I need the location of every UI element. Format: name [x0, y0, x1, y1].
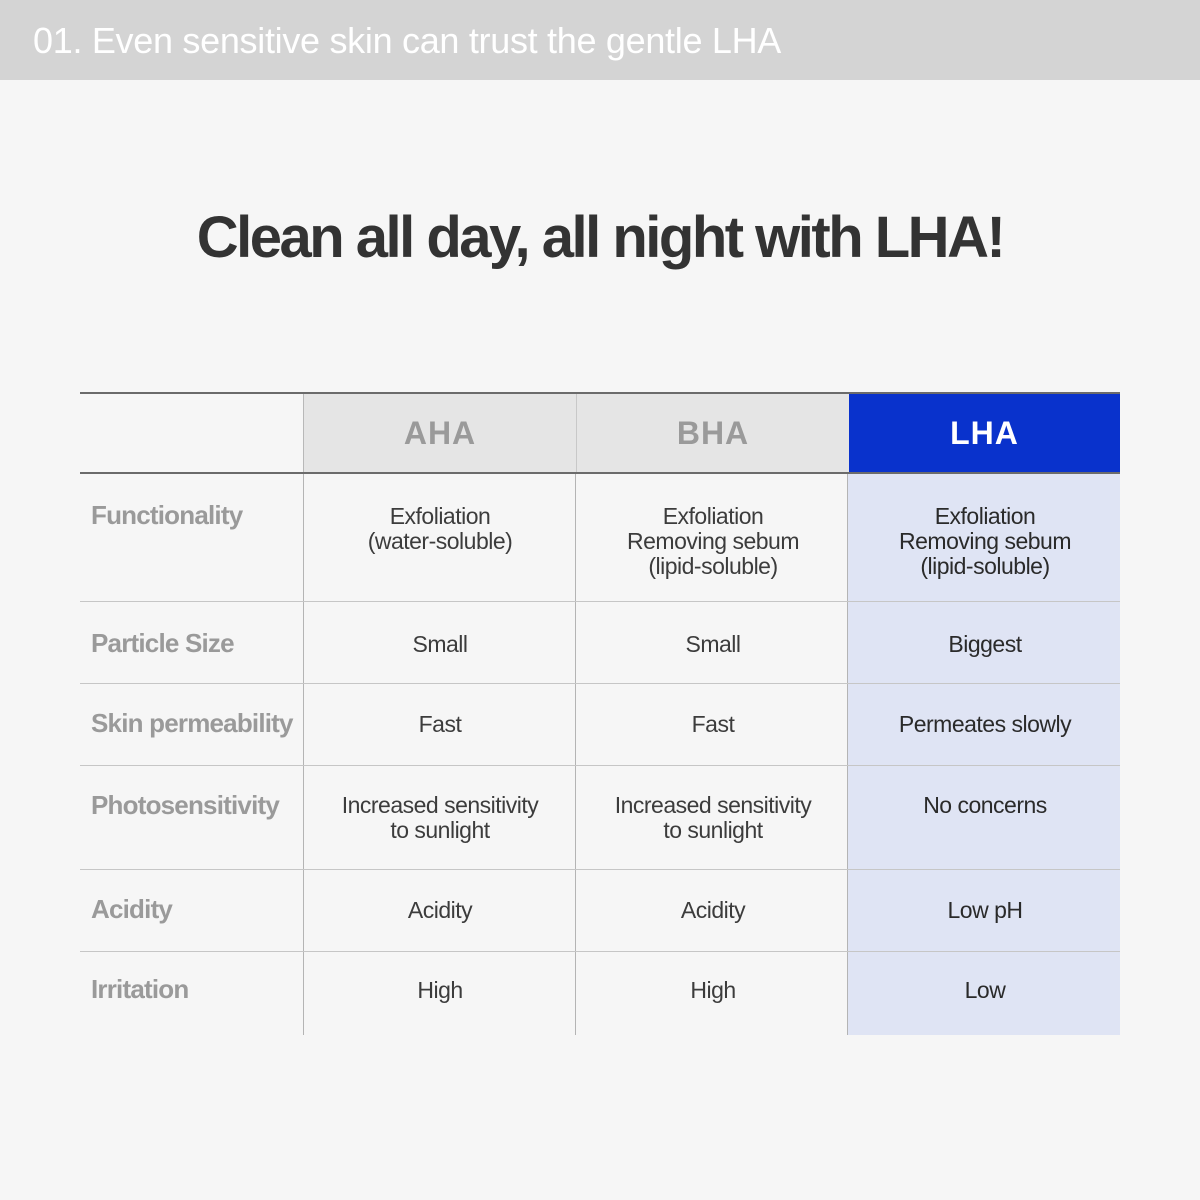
- cell-bha: Small: [685, 631, 741, 657]
- row-label: Irritation: [91, 974, 189, 1004]
- cell-aha: Small: [412, 631, 468, 657]
- cell-aha: Fast: [418, 711, 462, 737]
- cell-lha: Permeates slowly: [898, 711, 1072, 737]
- cell-aha: Increased sensitivity to sunlight: [341, 792, 539, 843]
- header-lha: LHA: [849, 394, 1120, 472]
- table-row-irritation: [80, 952, 1120, 1035]
- cell-aha: Acidity: [407, 897, 473, 923]
- table-row-particle-size: [80, 602, 1120, 684]
- cell-bha: Fast: [691, 711, 735, 737]
- cell-lha: Low pH: [947, 897, 1023, 923]
- header-empty-cell: [80, 394, 303, 472]
- table-header-row: [80, 394, 1120, 474]
- table-row-acidity: [80, 870, 1120, 952]
- cell-lha: No concerns: [923, 792, 1047, 818]
- cell-lha: Exfoliation Removing sebum (lipid-soluble): [899, 503, 1071, 579]
- header-bha: BHA: [576, 394, 849, 472]
- comparison-table: [80, 392, 1120, 1035]
- cell-bha: Exfoliation Removing sebum (lipid-soluble): [627, 503, 799, 579]
- row-label: Photosensitivity: [91, 790, 280, 820]
- cell-bha: High: [690, 977, 736, 1003]
- row-label: Skin permeability: [91, 708, 293, 738]
- row-label: Acidity: [91, 894, 173, 924]
- cell-bha: Increased sensitivity to sunlight: [614, 792, 812, 843]
- table-row-skin-permeability: [80, 684, 1120, 766]
- cell-lha: Biggest: [948, 631, 1022, 657]
- top-banner: [0, 0, 1200, 80]
- table-row-functionality: [80, 474, 1120, 602]
- page-title: Clean all day, all night with LHA!: [196, 205, 1004, 270]
- header-aha: AHA: [303, 394, 576, 472]
- row-label: Functionality: [91, 500, 243, 530]
- cell-lha: Low: [964, 977, 1006, 1003]
- row-label: Particle Size: [91, 628, 234, 658]
- cell-bha: Acidity: [680, 897, 746, 923]
- cell-aha: High: [417, 977, 463, 1003]
- cell-aha: Exfoliation (water-soluble): [367, 503, 513, 554]
- banner-text: 01. Even sensitive skin can trust the gentle LHA: [33, 20, 782, 61]
- table-row-photosensitivity: [80, 766, 1120, 870]
